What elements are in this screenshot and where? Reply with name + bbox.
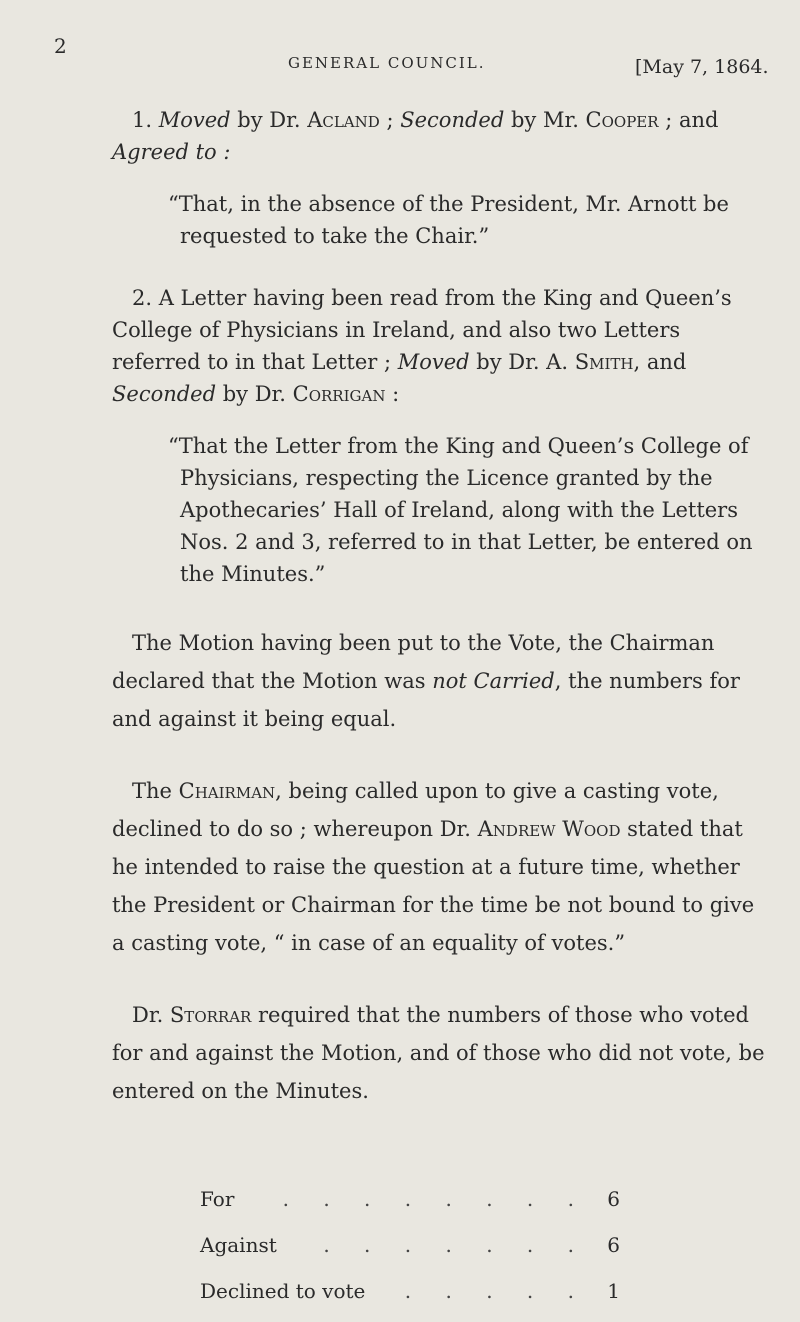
- header-date: [May 7, 1864.: [635, 56, 769, 78]
- leader-dots: . . . . . . .: [323, 1233, 588, 1257]
- item-2-motion: 2. A Letter having been read from the King and Queen’s College of Physicians in Ireland, and also two Letters referred to in that Letter ; Moved by Dr. A. Smith, and Seconded by Dr. Corrigan :: [112, 286, 732, 406]
- tally-row-for: For . . . . . . . . 6: [200, 1176, 620, 1222]
- chairman-declined: The Chairman, being called upon to give a casting vote, declined to do so ; whereupon Dr. Andrew Wood stated that he intended to raise the question at a future time, whether the President or Chairman for the time be not bound to give a casting vote, “ in case of an equality of votes.”: [112, 779, 755, 955]
- leader-dots: . . . . . . . .: [282, 1187, 588, 1211]
- leader-dots: . . . . .: [404, 1279, 588, 1303]
- vote-tally: [200, 1176, 620, 1314]
- page-number: 2: [54, 34, 67, 58]
- storrar-request: Dr. Storrar required that the numbers of those who voted for and against the Motion, and of those who did not vote, be entered on the Minutes.: [112, 1003, 765, 1103]
- document-body: [112, 104, 772, 1110]
- item-1-agreed: Agreed to :: [112, 140, 231, 164]
- tally-row-declined: Declined to vote . . . . . 1: [200, 1268, 620, 1314]
- running-head: GENERAL COUNCIL.: [288, 54, 486, 72]
- page-header: [0, 34, 800, 84]
- item-2-resolution: “That the Letter from the King and Queen’s College of Physicians, respecting the Licence granted by the Apothecaries’ Hall of Ireland, along with the Letters Nos. 2 and 3, referred to in that Letter, be entered on the Minutes.”: [168, 434, 753, 586]
- motion-result: The Motion having been put to the Vote, the Chairman declared that the Motion was not Carried, the numbers for and against it being equal.: [112, 631, 740, 731]
- item-1-resolution: “That, in the absence of the President, Mr. Arnott be requested to take the Chair.”: [168, 192, 729, 248]
- item-1-motion: 1. Moved by Dr. Acland ; Seconded by Mr. Cooper ; and: [132, 108, 719, 132]
- tally-row-against: Against . . . . . . . 6: [200, 1222, 620, 1268]
